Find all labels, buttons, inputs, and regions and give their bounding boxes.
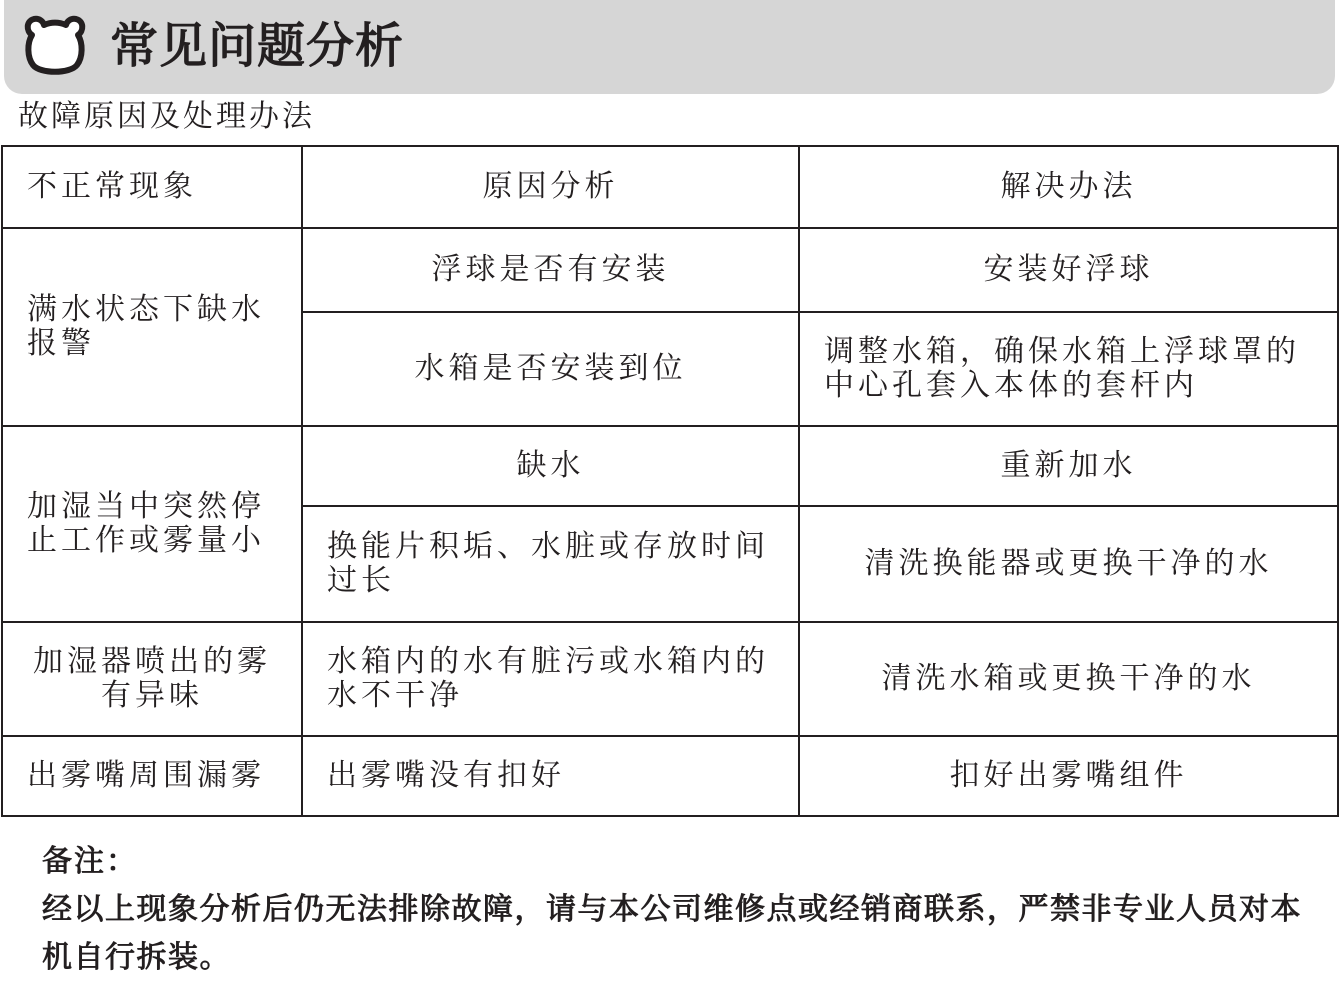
solution-cell: 清洗水箱或更换干净的水 xyxy=(799,622,1338,736)
cause-cell: 缺水 xyxy=(302,426,799,506)
solution-cell: 扣好出雾嘴组件 xyxy=(799,736,1338,816)
table-row xyxy=(2,622,1338,736)
header-bar xyxy=(4,0,1335,94)
cause-cell: 水箱是否安装到位 xyxy=(302,312,799,426)
notes-body: 经以上现象分析后仍无法排除故障，请与本公司维修点或经销商联系，严禁非专业人员对本机自行拆装。 xyxy=(42,892,1302,975)
table-header-row xyxy=(2,146,1338,228)
solution-cell: 调整水箱，确保水箱上浮球罩的中心孔套入本体的套杆内 xyxy=(799,312,1338,426)
header-solution: 解决办法 xyxy=(799,146,1338,228)
cause-cell: 水箱内的水有脏污或水箱内的水不干净 xyxy=(302,622,799,736)
page-title: 常见问题分析 xyxy=(110,18,405,74)
cause-cell: 浮球是否有安装 xyxy=(302,228,799,312)
header-symptom: 不正常现象 xyxy=(2,146,302,228)
table-row xyxy=(2,228,1338,312)
cause-cell: 出雾嘴没有扣好 xyxy=(302,736,799,816)
notes-title: 备注： xyxy=(42,844,138,879)
troubleshooting-table xyxy=(1,145,1339,817)
table-row xyxy=(2,426,1338,506)
header-cause: 原因分析 xyxy=(302,146,799,228)
cause-cell: 换能片积垢、水脏或存放时间过长 xyxy=(302,506,799,622)
solution-cell: 重新加水 xyxy=(799,426,1338,506)
solution-cell: 清洗换能器或更换干净的水 xyxy=(799,506,1338,622)
symptom-cell: 满水状态下缺水报警 xyxy=(2,228,302,426)
notes-section xyxy=(42,840,1302,982)
section-subtitle: 故障原因及处理办法 xyxy=(18,99,315,134)
symptom-cell: 加湿当中突然停止工作或雾量小 xyxy=(2,426,302,622)
symptom-cell: 出雾嘴周围漏雾 xyxy=(2,736,302,816)
symptom-cell: 加湿器喷出的雾有异味 xyxy=(2,622,302,736)
table-row xyxy=(2,736,1338,816)
solution-cell: 安装好浮球 xyxy=(799,228,1338,312)
bear-face-icon xyxy=(22,13,88,79)
